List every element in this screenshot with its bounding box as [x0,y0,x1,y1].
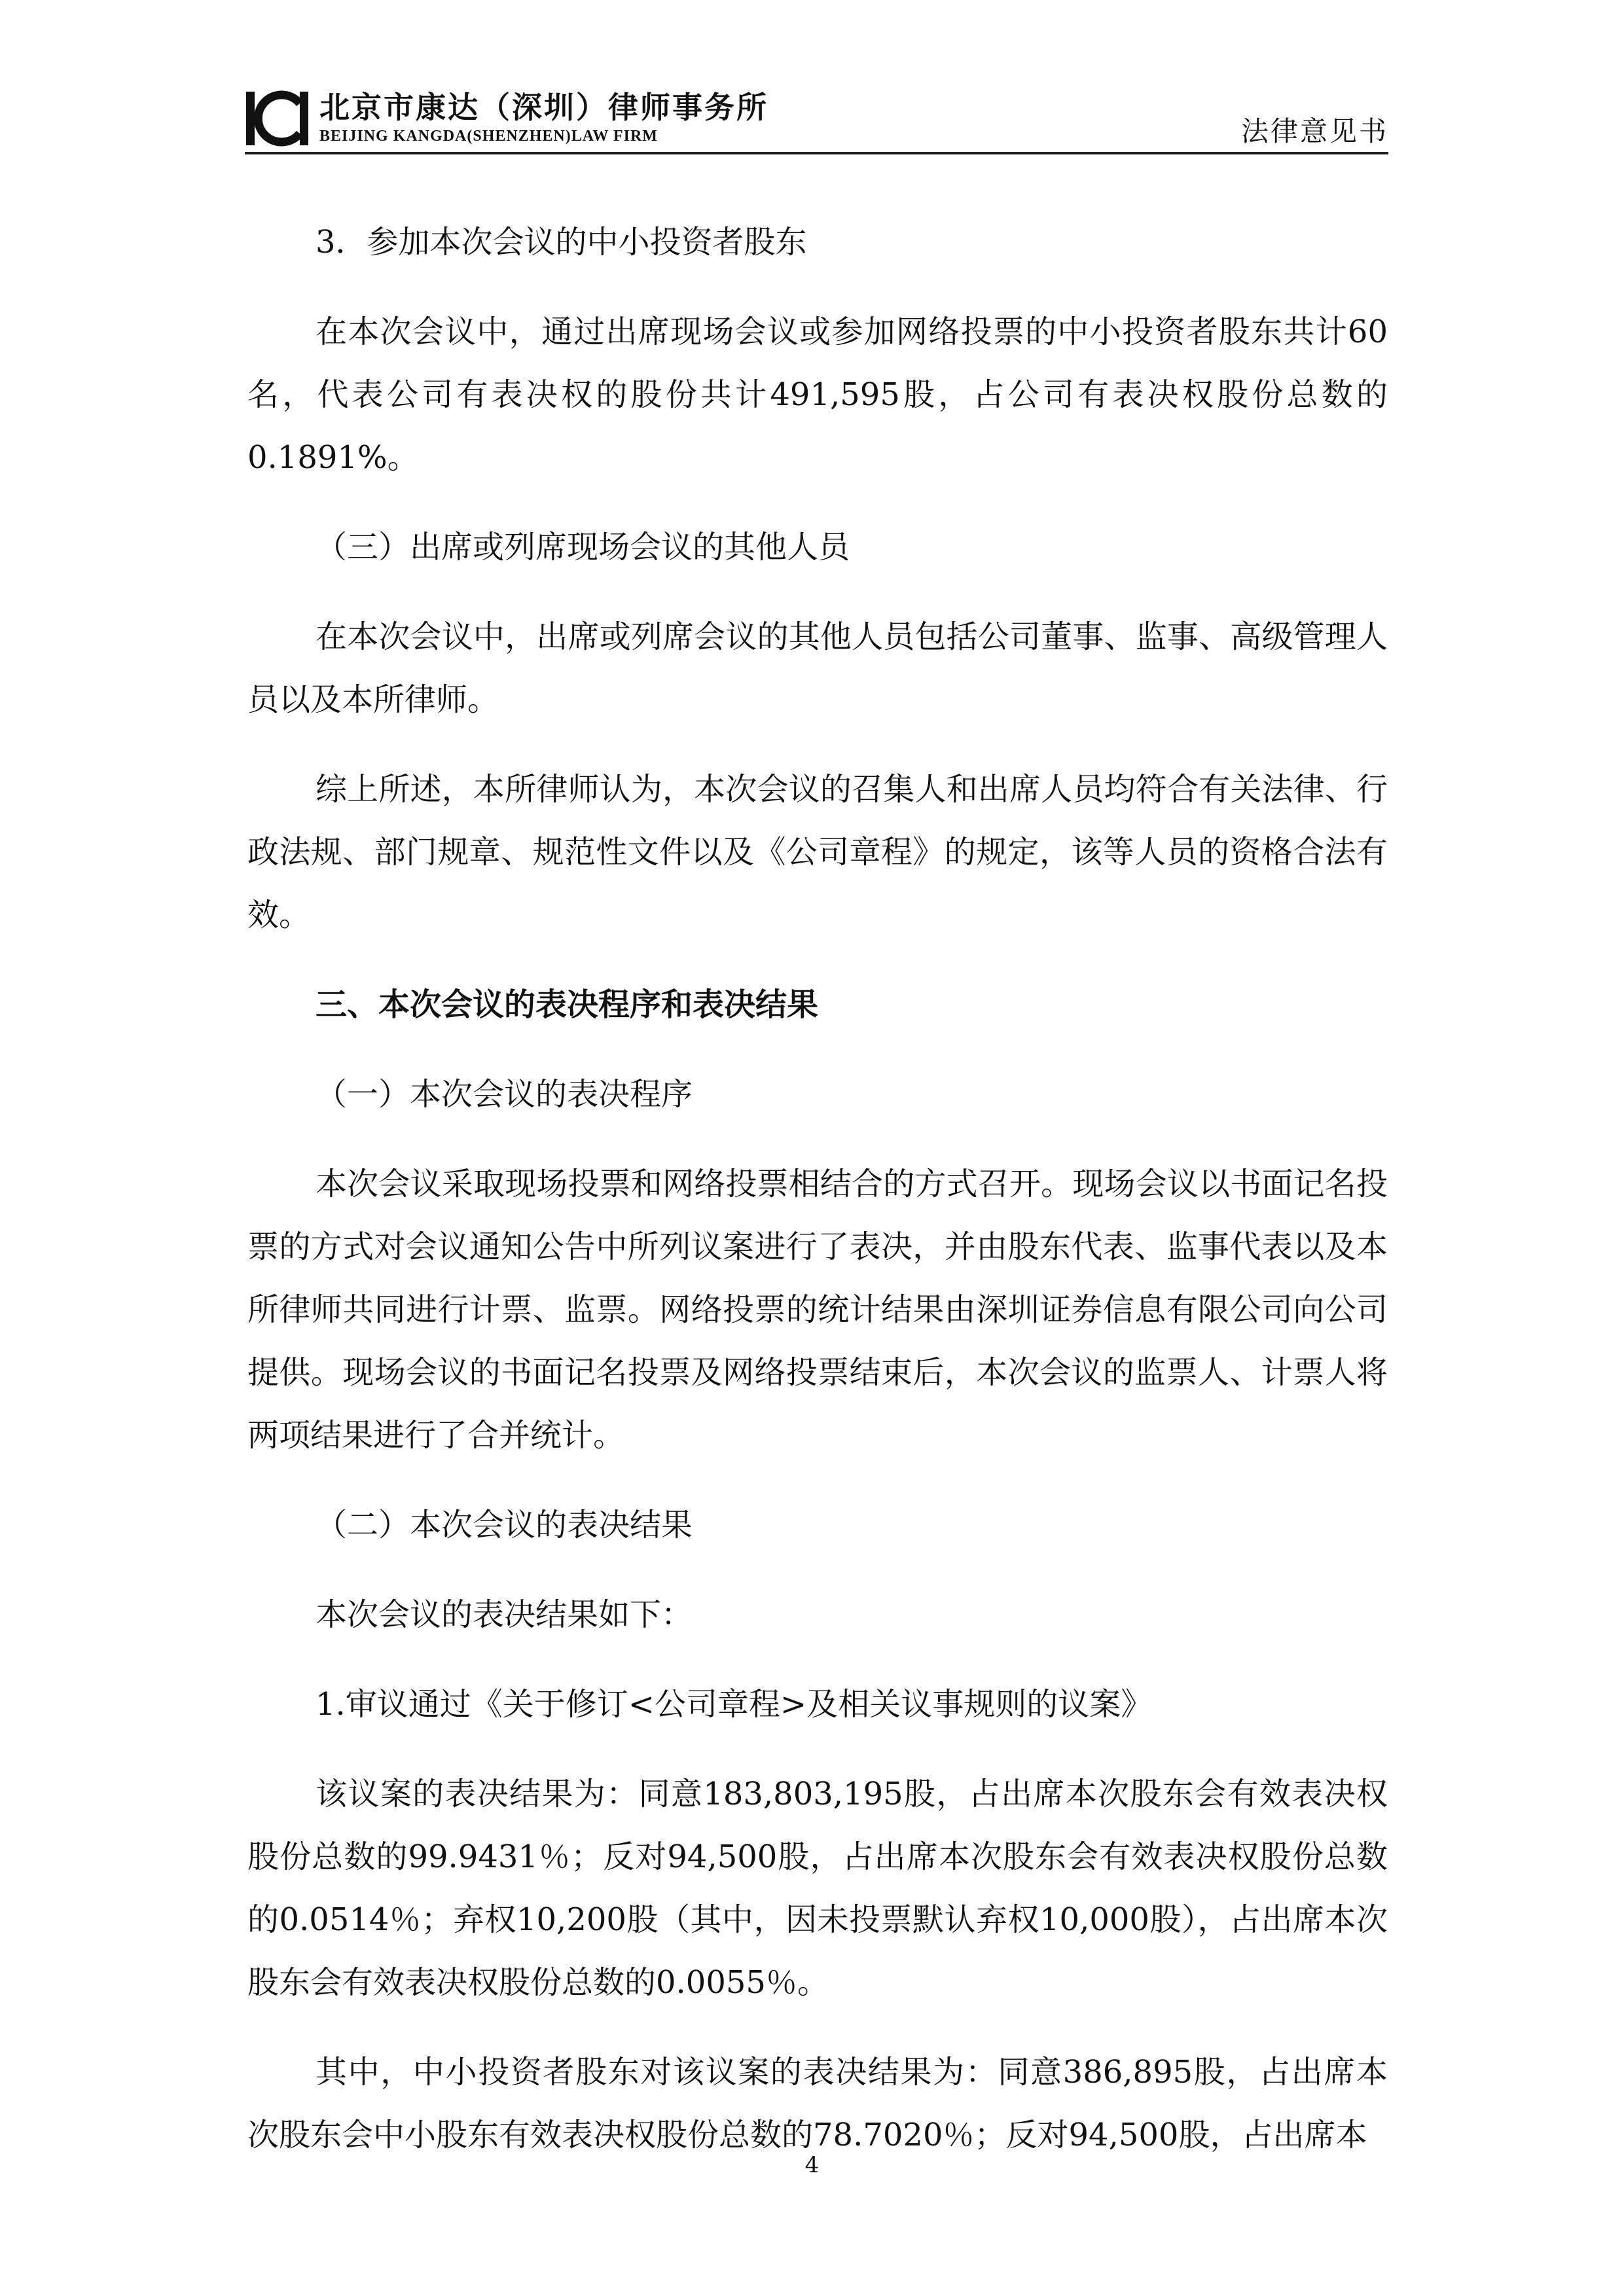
body-paragraph: 其中，中小投资者股东对该议案的表决结果为：同意386,895股，占出席本次股东会中小股东有效表决权股份总数的78.7020％；反对94,500股，占出席本 [247,2054,1388,2153]
body-paragraph: 该议案的表决结果为：同意183,803,195股，占出席本次股东会有效表决权股份总数的99.9431％；反对94,500股，占出席本次股东会有效表决权股份总数的0.0514％；弃权10,200股（其中，因未投票默认弃权10,000股），占出席本次股东会有效表决权股份总数的0.0055％。 [247,1776,1388,2001]
motion-title: 1.审议通过《关于修订<公司章程>及相关议事规则的议案》 [316,1686,1153,1723]
section-heading: （一）本次会议的表决程序 [316,1076,693,1113]
kangda-logo-icon [245,89,310,148]
section-heading: 3．参加本次会议的中小投资者股东 [316,224,807,260]
chapter-heading: 三、本次会议的表决程序和表决结果 [316,986,819,1023]
header-divider [245,152,1388,154]
document-type: 法律意见书 [1240,115,1388,147]
page-number: 4 [804,2152,820,2178]
body-paragraph: 综上所述，本所律师认为，本次会议的召集人和出席人员均符合有关法律、行政法规、部门规章、规范性文件以及《公司章程》的规定，该等人员的资格合法有效。 [247,771,1388,933]
section-heading: （三）出席或列席现场会议的其他人员 [316,529,850,565]
firm-name-en: BEIJING KANGDA(SHENZHEN)LAW FIRM [319,128,658,145]
firm-name-cn: 北京市康达（深圳）律师事务所 [319,90,768,125]
body-paragraph: 本次会议采取现场投票和网络投票相结合的方式召开。现场会议以书面记名投票的方式对会议通知公告中所列议案进行了表决，并由股东代表、监事代表以及本所律师共同进行计票、监票。网络投票的统计结果由深圳证券信息有限公司向公司提供。现场会议的书面记名投票及网络投票结束后，本次会议的监票人、计票人将两项结果进行了合并统计。 [247,1166,1388,1454]
body-paragraph: 在本次会议中，通过出席现场会议或参加网络投票的中小投资者股东共计60名，代表公司有表决权的股份共计491,595股，占公司有表决权股份总数的0.1891%。 [247,314,1388,476]
body-paragraph: 在本次会议中，出席或列席会议的其他人员包括公司董事、监事、高级管理人员以及本所律师。 [247,619,1388,718]
document-body [247,211,1388,2193]
body-paragraph: 本次会议的表决结果如下： [316,1596,693,1633]
section-heading: （二）本次会议的表决结果 [316,1507,693,1543]
